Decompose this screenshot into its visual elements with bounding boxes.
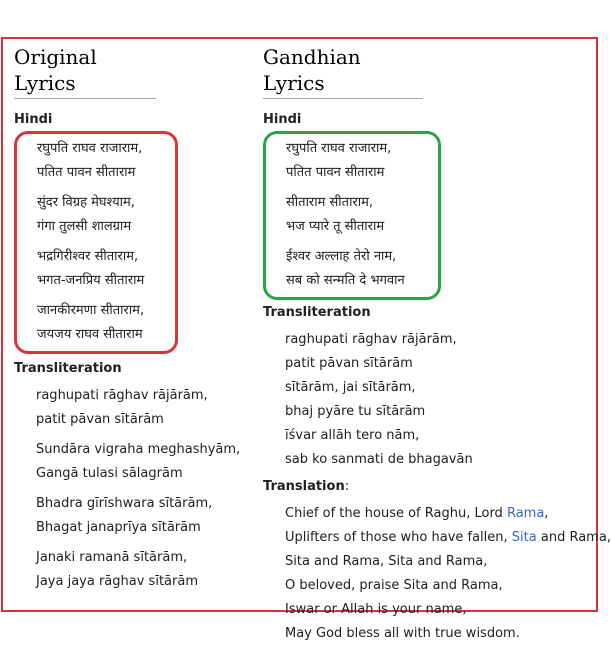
original-hindi-box <box>14 131 178 354</box>
translation-line <box>285 502 598 526</box>
translit-line: īśvar allāh tero nām, <box>285 428 420 443</box>
hindi-line: सीताराम सीताराम, <box>286 195 374 210</box>
hindi-stanza <box>286 191 430 239</box>
hindi-line: ईश्वर अल्लाह तेरो नाम, <box>286 249 397 264</box>
hindi-line: रघुपति राघव राजाराम, <box>286 141 392 156</box>
original-lyrics-column <box>14 42 254 594</box>
translit-line: sab ko sanmati de bhagavān <box>285 452 473 467</box>
original-hindi-label: Hindi <box>14 112 53 127</box>
rama-link[interactable]: Rama <box>506 506 545 521</box>
translit-line: Gangā tulasi sālagrām <box>36 466 183 481</box>
gandhian-transliteration <box>263 328 598 472</box>
translit-line: patit pāvan sītārām <box>285 356 413 371</box>
gandhian-lyrics-heading: Gandhian Lyrics <box>263 42 423 99</box>
hindi-line: सुंदर विग्रह मेघश्याम, <box>37 195 135 210</box>
translit-stanza <box>36 546 254 594</box>
hindi-stanza <box>37 245 167 293</box>
translit-line: Jaya jaya rāghav sītārām <box>36 574 198 589</box>
translit-stanza <box>36 438 254 486</box>
hindi-line: रघुपति राघव राजाराम, <box>37 141 143 156</box>
original-transliteration <box>14 384 254 594</box>
hindi-stanza <box>37 137 167 185</box>
translation-text: Chief of the house of Raghu, Lord <box>285 506 507 521</box>
hindi-line: पतित पावन सीताराम <box>286 165 385 180</box>
translit-line: patit pāvan sītārām <box>36 412 164 427</box>
translation-label-text: Translation <box>263 479 345 494</box>
hindi-stanza <box>37 191 167 239</box>
translation-text: Uplifters of those who have fallen, <box>285 530 512 545</box>
translation-colon: : <box>344 479 350 494</box>
translation-text: and Rama, <box>536 530 611 545</box>
sita-link[interactable]: Sita <box>511 530 537 545</box>
translation-line: Iswar or Allah is your name, <box>285 602 467 617</box>
translit-line: raghupati rāghav rājārām, <box>36 388 208 403</box>
translit-line: Bhadra gīrīshwara sītārām, <box>36 496 213 511</box>
translation-line: May God bless all with true wisdom. <box>285 626 520 641</box>
hindi-line: भज प्यारे तू सीताराम <box>286 219 385 234</box>
translation-line <box>285 526 611 550</box>
translation-line: O beloved, praise Sita and Rama, <box>285 578 503 593</box>
translation-lines <box>263 502 611 646</box>
hindi-stanza <box>37 299 167 347</box>
translit-line: raghupati rāghav rājārām, <box>285 332 457 347</box>
translit-line: Bhagat janaprīya sītārām <box>36 520 201 535</box>
translation-text: , <box>544 506 549 521</box>
gandhian-hindi-label: Hindi <box>263 112 302 127</box>
translit-line: Janaki ramanā sītārām, <box>36 550 188 565</box>
hindi-line: भद्रगिरीश्वर सीताराम, <box>37 249 139 264</box>
translit-stanza <box>36 492 254 540</box>
hindi-line: भगत-जनप्रिय सीताराम <box>37 273 145 288</box>
translit-line: Sundāra vigraha meghashyām, <box>36 442 241 457</box>
gandhian-hindi-box <box>263 131 441 300</box>
translit-line: bhaj pyāre tu sītārām <box>285 404 426 419</box>
translation-label <box>263 478 598 496</box>
hindi-stanza <box>286 137 430 185</box>
translit-line: sītārām, jai sītārām, <box>285 380 416 395</box>
gandhian-transliteration-label: Transliteration <box>263 305 371 320</box>
translit-stanza <box>36 384 254 432</box>
hindi-line: जयजय राघव सीताराम <box>37 327 143 342</box>
original-lyrics-heading: Original Lyrics <box>14 42 156 99</box>
translation-line: Sita and Rama, Sita and Rama, <box>285 554 488 569</box>
gandhian-lyrics-column <box>263 42 611 646</box>
hindi-line: गंगा तुलसी शालग्राम <box>37 219 132 234</box>
hindi-line: पतित पावन सीताराम <box>37 165 136 180</box>
original-transliteration-label: Transliteration <box>14 361 122 376</box>
hindi-stanza <box>286 245 430 293</box>
hindi-line: जानकीरमणा सीताराम, <box>37 303 145 318</box>
hindi-line: सब को सन्मति दे भगवान <box>286 273 405 288</box>
